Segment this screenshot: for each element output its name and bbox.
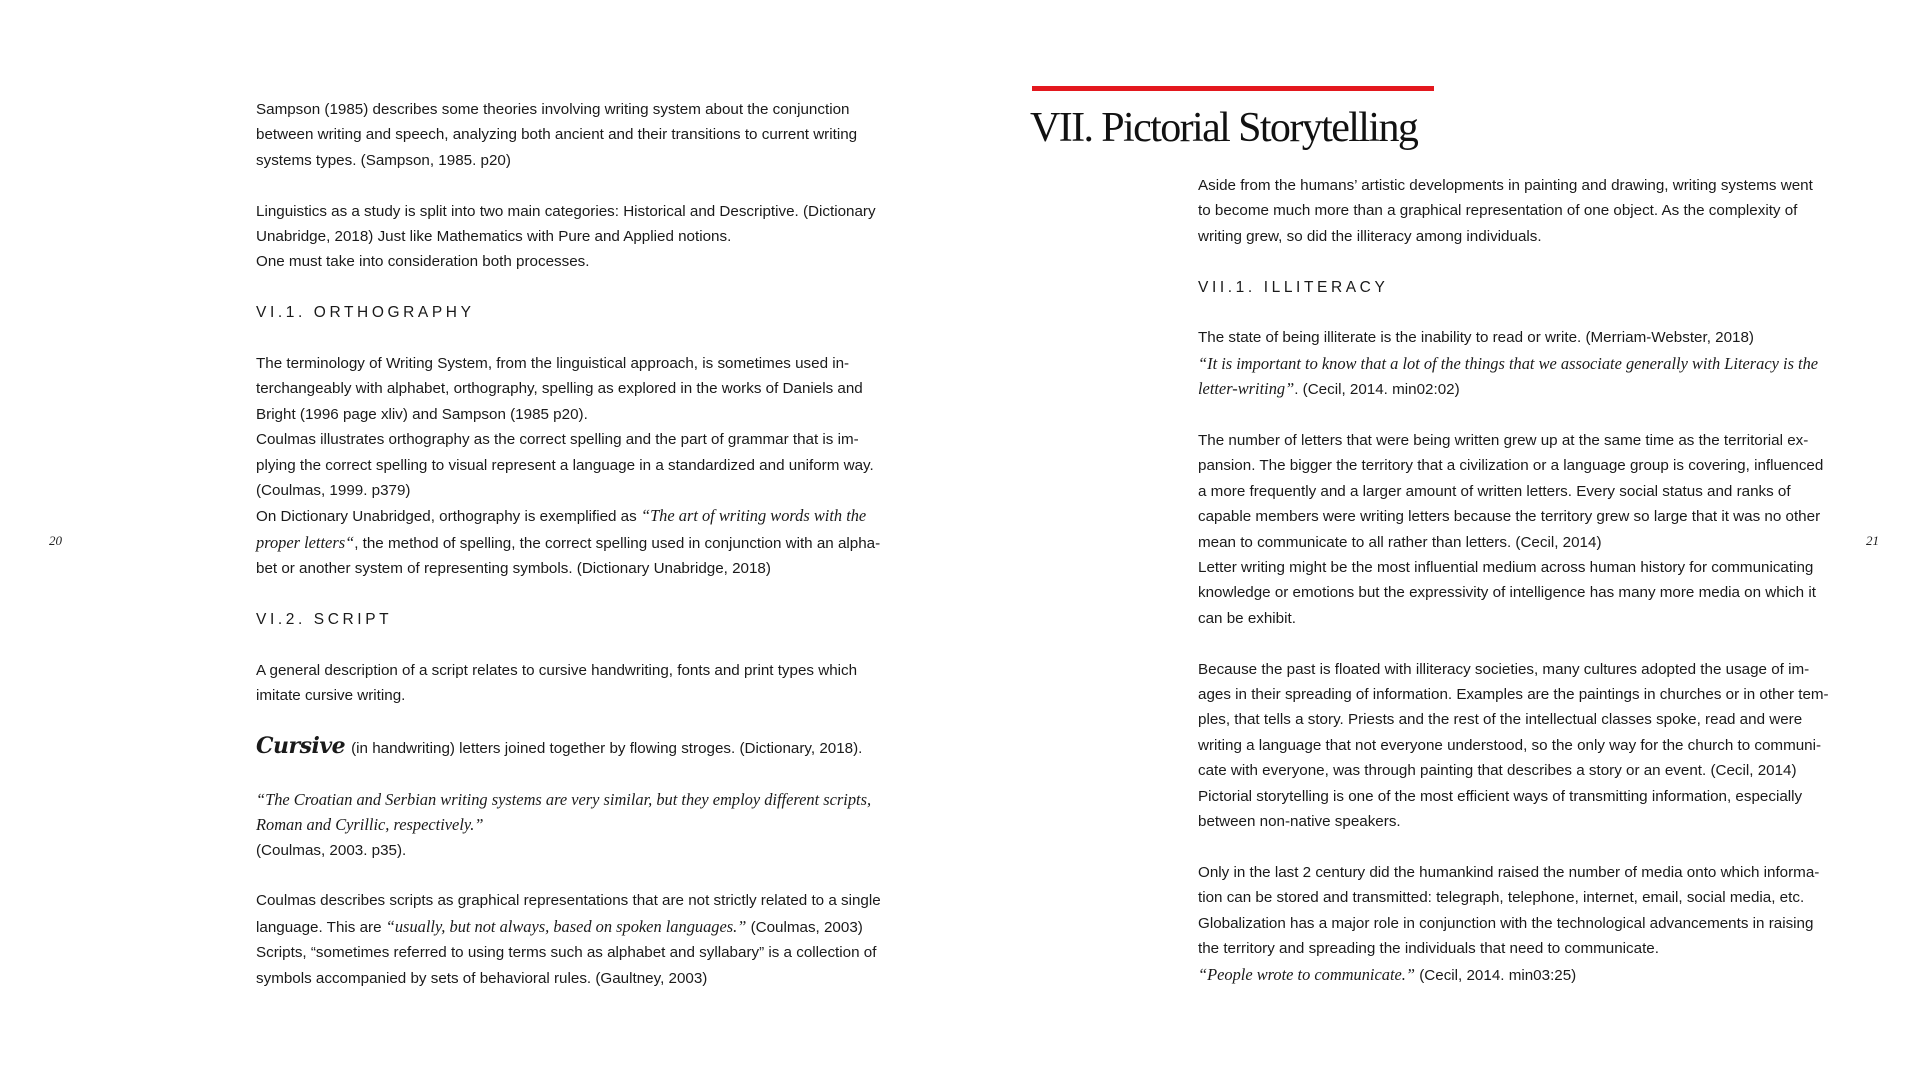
section-heading-orthography: VI.1. ORTHOGRAPHY (256, 304, 475, 322)
paragraph-croatian-quote (256, 787, 911, 863)
text-line: (Coulmas, 1999. p379) (256, 482, 411, 500)
cursive-sample-word: Cursive (256, 733, 346, 760)
text-line: Linguistics as a study is split into two main categories: Historical and Descriptive. (Dictionary (256, 202, 876, 220)
text-run: language. This are (256, 918, 386, 936)
text-line: between non-native speakers. (1198, 813, 1401, 831)
right-page-body (1198, 173, 1853, 1013)
text-line: knowledge or emotions but the expressivity of intelligence has many more media on which it (1198, 584, 1816, 602)
text-line: ages in their spreading of information. Examples are the paintings in churches or in other tem- (1198, 686, 1829, 704)
inline-quote: “The art of writing words with the (640, 506, 867, 526)
paragraph-coulmas-scripts (256, 888, 911, 991)
text-line: bet or another system of representing symbols. (Dictionary Unabridge, 2018) (256, 560, 771, 578)
text-line: mean to communicate to all rather than letters. (Cecil, 2014) (1198, 533, 1602, 551)
text-line: plying the correct spelling to visual represent a language in a standardized and uniform way. (256, 456, 874, 474)
paragraph-images (1198, 657, 1853, 835)
text-line: the territory and spreading the individuals that need to communicate. (1198, 940, 1659, 958)
paragraph-script-description (256, 658, 911, 709)
text-line (256, 734, 911, 761)
text-line: terchangeably with alphabet, orthography, spelling as explored in the works of Daniels and (256, 380, 863, 398)
paragraph-linguistics (256, 199, 911, 275)
left-page-body (256, 97, 911, 1016)
text-line: Because the past is floated with illiteracy societies, many cultures adopted the usage of im- (1198, 660, 1810, 678)
text-line: Bright (1996 page xliv) and Sampson (1985 p20). (256, 405, 588, 423)
text-line: Scripts, “sometimes referred to using terms such as alphabet and syllabary” is a collection of (256, 944, 877, 962)
text-line: writing grew, so did the illiteracy among individuals. (1198, 227, 1542, 245)
text-run: (in handwriting) letters joined together by flowing stroges. (Dictionary, 2018). (351, 740, 863, 758)
text-line: can be exhibit. (1198, 609, 1296, 627)
text-line: Sampson (1985) describes some theories involving writing system about the conjunction (256, 101, 850, 118)
text-line: The state of being illiterate is the inability to read or write. (Merriam-Webster, 2018) (1198, 329, 1754, 347)
text-line: between writing and speech, analyzing both ancient and their transitions to current writing (256, 126, 858, 144)
inline-quote: letter-writing” (1198, 379, 1295, 399)
text-line: capable members were writing letters because the territory grew so large that it was no other (1198, 508, 1821, 526)
paragraph-media (1198, 860, 1853, 988)
quote-line: “The Croatian and Serbian writing systems are very similar, but they employ different scripts, (256, 789, 872, 809)
paragraph-sampson (256, 97, 911, 173)
quote-line: Roman and Cyrillic, respectively.” (256, 815, 484, 835)
text-line: a more frequently and a larger amount of written letters. Every social status and ranks of (1198, 482, 1791, 500)
text-line: symbols accompanied by sets of behavioral rules. (Gaultney, 2003) (256, 969, 708, 987)
chapter-title: VII. Pictorial Storytelling (1030, 105, 1418, 151)
text-run: , the method of spelling, the correct spelling used in conjunction with an alpha- (354, 534, 881, 552)
text-line (1198, 376, 1853, 402)
text-line: Coulmas illustrates orthography as the correct spelling and the part of grammar that is im- (256, 431, 859, 449)
text-line: Pictorial storytelling is one of the most efficient ways of transmitting information, especially (1198, 787, 1803, 805)
text-line: cate with everyone, was through painting that describes a story or an event. (Cecil, 2014) (1198, 762, 1797, 780)
text-line: pansion. The bigger the territory that a civilization or a language group is covering, influenced (1198, 457, 1824, 475)
inline-quote: “usually, but not always, based on spoken languages.” (385, 916, 747, 936)
text-line: writing a language that not everyone understood, so the only way for the church to communi- (1198, 736, 1822, 754)
text-line: One must take into consideration both processes. (256, 253, 590, 271)
text-run: . (Cecil, 2014. min02:02) (1294, 381, 1460, 399)
paragraph-orthography (256, 351, 911, 582)
text-line: tion can be stored and transmitted: telegraph, telephone, internet, email, social media, etc. (1198, 889, 1805, 907)
text-line (256, 914, 911, 940)
paragraph-artistic-developments (1198, 173, 1853, 249)
inline-quote: proper letters“ (256, 532, 355, 552)
page-number-right: 21 (1866, 533, 1879, 548)
page-number-left: 20 (49, 533, 62, 548)
quote-line: “It is important to know that a lot of the things that we associate generally with Literacy is the (1198, 353, 1819, 373)
section-heading-script: VI.2. SCRIPT (256, 611, 393, 629)
text-run: (Coulmas, 2003) (746, 918, 863, 936)
section-heading-illiteracy: VII.1. ILLITERACY (1198, 278, 1389, 296)
paragraph-letters (1198, 428, 1853, 631)
text-line: The number of letters that were being written grew up at the same time as the territorial ex- (1198, 432, 1809, 450)
paragraph-illiteracy-definition (1198, 325, 1853, 402)
text-line (1198, 962, 1853, 988)
text-line: imitate cursive writing. (256, 687, 406, 705)
text-line: Aside from the humans’ artistic developments in painting and drawing, writing systems went (1198, 177, 1813, 194)
text-line: The terminology of Writing System, from the linguistical approach, is sometimes used in- (256, 355, 850, 373)
text-line: Coulmas describes scripts as graphical representations that are not strictly related to a single (256, 892, 881, 910)
text-line (256, 503, 911, 529)
quote-citation: (Coulmas, 2003. p35). (256, 841, 407, 859)
text-run: On Dictionary Unabridged, orthography is exemplified as (256, 508, 641, 526)
paragraph-cursive-definition (256, 734, 911, 761)
text-run: (Cecil, 2014. min03:25) (1415, 966, 1577, 984)
text-line: Only in the last 2 century did the humankind raised the number of media onto which informa- (1198, 863, 1820, 881)
text-line (256, 530, 911, 556)
chapter-accent-rule (1032, 86, 1434, 91)
text-line: to become much more than a graphical representation of one object. As the complexity of (1198, 202, 1798, 220)
text-line: Letter writing might be the most influential medium across human history for communicating (1198, 559, 1814, 577)
text-line: systems types. (Sampson, 1985. p20) (256, 151, 511, 169)
text-line: Unabridge, 2018) Just like Mathematics with Pure and Applied notions. (256, 228, 732, 246)
inline-quote: “People wrote to communicate.” (1198, 964, 1415, 984)
text-line: ples, that tells a story. Priests and the rest of the intellectual classes spoke, read and were (1198, 711, 1803, 729)
text-line: Globalization has a major role in conjunction with the technological advancements in raising (1198, 914, 1814, 932)
text-line: A general description of a script relates to cursive handwriting, fonts and print types which (256, 661, 858, 679)
